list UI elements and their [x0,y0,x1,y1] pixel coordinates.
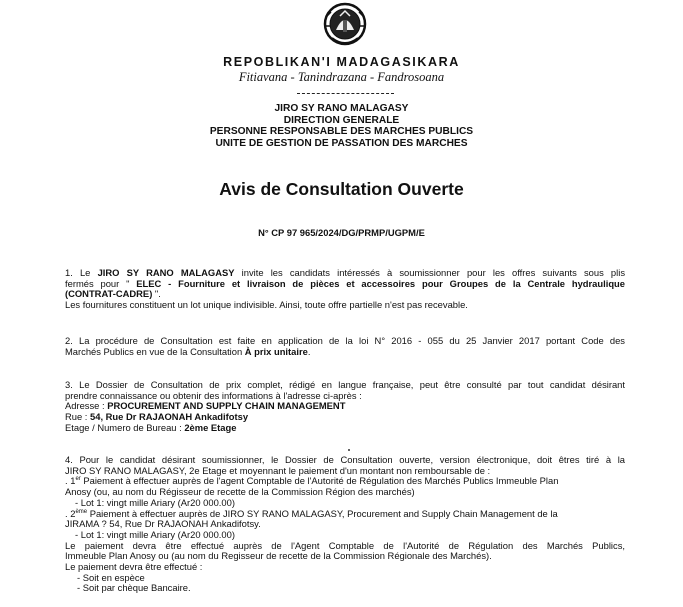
payment-2-line: JIRAMA ? 54, Rue Dr RAJAONAH Ankadifotsy. [65,518,261,530]
payment-option: - Soit en espèce [77,571,145,583]
paragraph-line: 3. Le Dossier de Consultation de prix complet, rédigé en langue française, peut être consulté par tout candidat désirant [65,379,625,390]
address-line: Adresse : PROCUREMENT AND SUPPLY CHAIN MANAGEMENT [65,400,346,412]
reference-number: N° CP 97 965/2024/DG/PRMP/UGPM/E [258,227,425,238]
org-line: PERSONNE RESPONSABLE DES MARCHES PUBLICS [209,126,474,137]
org-line: UNITE DE GESTION DE PASSATION DES MARCHES [215,137,468,149]
paragraph-line: 1. Le JIRO SY RANO MALAGASY invite les candidats intéressés à soumissionner pour les offres suivants sous plis [65,267,626,278]
paragraph-line: 2. La procédure de Consultation est faite en application de la loi N° 2016 - 055 du 25 Janvier 2017 portant Code des [65,335,625,346]
paragraph-line: fermés pour " ELEC - Fourniture et livraison de pièces et accessoires pour Groupes de la Centrale hydraulique [65,277,625,289]
payment-option: - Soit par chèque Bancaire. [77,582,191,594]
paragraph-line: JIRO SY RANO MALAGASY, 2e Etage et moyennant le paiement d'un montant non remboursable de : [65,464,491,476]
paragraph-line: Immeuble Plan Anosy ou (au nom du Regisseur de recette de la Commission Régionale des Marchés). [65,550,492,562]
payment-1-line: . 1er Paiement à effectuer auprès de l'agent Comptable de l'Autorité de Régulation des Marchés Publics Immeuble Plan [65,475,559,487]
republic-name: REPOBLIKAN'I MADAGASIKARA [223,55,460,69]
paragraph-line: Les fournitures constituent un lot unique indivisible. Ainsi, toute offre partielle n'est pas recevable. [65,299,468,311]
paragraph-line: Le paiement devra être effectué : [65,561,203,573]
paragraph-line: Marchés Publics en vue de la Consultation À prix unitaire. [65,345,311,357]
payment-2-line: . 2ème Paiement à effectuer auprès de JIRO SY RANO MALAGASY, Procurement and Supply Chain Management de la [65,507,558,519]
page-title: Avis de Consultation Ouverte [219,179,464,199]
paragraph-line: prendre connaissance ou obtenir des informations à l'adresse ci-après : [65,389,362,401]
section-1 [65,268,625,311]
payment-1-lot: - Lot 1: vingt mille Ariary (Ar20 000.00) [75,496,235,508]
stray-mark [348,449,350,451]
paragraph-line: 4. Pour le candidat désirant soumissionner, le Dossier de Consultation ouverte, version électronique, doit êtres tiré à la [65,454,625,465]
paragraph-line: (CONTRAT-CADRE) ". [65,288,161,300]
payment-1-line: Anosy (ou, au nom du Régisseur de recette de la Commission Région des marchés) [65,486,415,498]
republic-seal-emblem [323,2,367,48]
section-3 [65,380,625,434]
header-divider [297,93,394,94]
payment-2-lot: - Lot 1: vingt mille Ariary (Ar20 000.00) [75,528,235,540]
org-line: DIRECTION GENERALE [283,114,400,126]
organization-block [0,103,683,149]
paragraph-line: Le paiement devra être effectué auprès de l'Agent Comptable de l'Autorité de Régulation des Marchés Publics, [65,539,625,551]
floor-line: Etage / Numero de Bureau : 2ème Etage [65,421,237,433]
org-line: JIRO SY RANO MALAGASY [274,103,409,114]
street-line: Rue : 54, Rue Dr RAJAONAH Ankadifotsy [65,411,249,423]
national-motto: Fitiavana - Tanindrazana - Fandrosoana [238,70,445,84]
section-2 [65,336,625,357]
section-4 [65,455,625,594]
